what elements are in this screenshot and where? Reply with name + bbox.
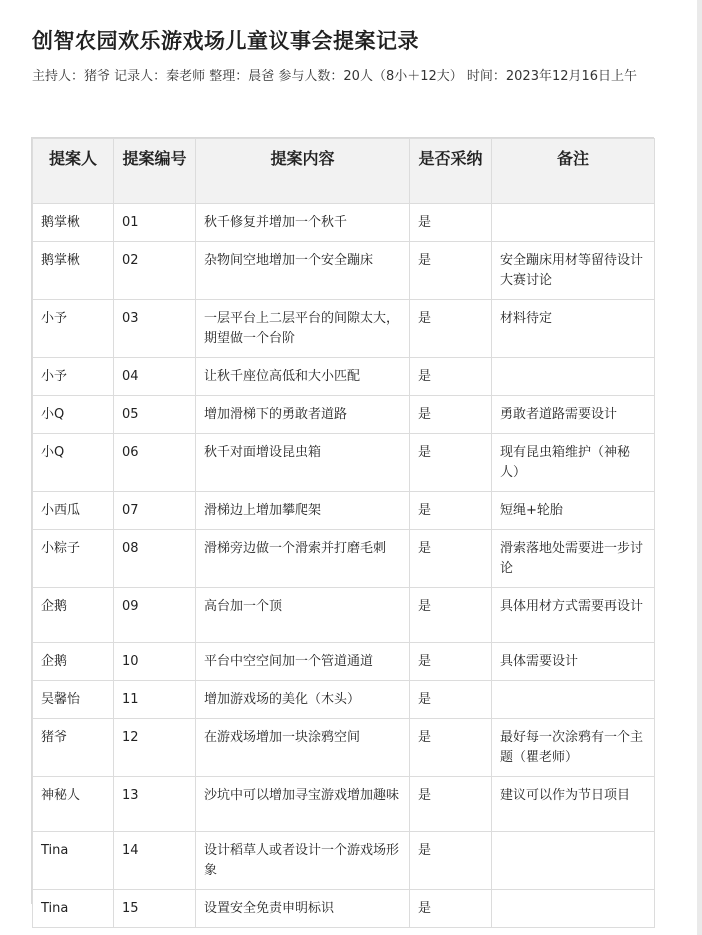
cell-proposer: 神秘人: [33, 777, 114, 832]
cell-proposer: 小Q: [33, 434, 114, 492]
table-row: [33, 719, 655, 777]
cell-proposer: 企鹅: [33, 588, 114, 643]
cell-adopted: 是: [410, 530, 492, 588]
table-row: [33, 396, 655, 434]
cell-adopted: 是: [410, 681, 492, 719]
cell-content: 增加游戏场的美化（木头）: [196, 681, 410, 719]
cell-proposer: 企鹅: [33, 643, 114, 681]
cell-proposer: Tina: [33, 832, 114, 890]
cell-content: 设计稻草人或者设计一个游戏场形象: [196, 832, 410, 890]
cell-adopted: 是: [410, 434, 492, 492]
cell-proposer: 吴馨怡: [33, 681, 114, 719]
cell-adopted: 是: [410, 396, 492, 434]
cell-content: 一层平台上二层平台的间隙太大，期望做一个台阶: [196, 300, 410, 358]
table-row: [33, 643, 655, 681]
table-header-row: [33, 139, 655, 204]
cell-adopted: 是: [410, 300, 492, 358]
cell-remarks: 具体用材方式需要再设计: [492, 588, 655, 643]
cell-number: 07: [114, 492, 196, 530]
cell-adopted: 是: [410, 777, 492, 832]
cell-adopted: 是: [410, 832, 492, 890]
cell-number: 12: [114, 719, 196, 777]
cell-proposer: 小粽子: [33, 530, 114, 588]
header-proposer: 提案人: [33, 139, 114, 204]
cell-number: 01: [114, 204, 196, 242]
cell-number: 13: [114, 777, 196, 832]
cell-remarks: 建议可以作为节日项目: [492, 777, 655, 832]
cell-content: 平台中空空间加一个管道通道: [196, 643, 410, 681]
cell-number: 15: [114, 890, 196, 928]
cell-content: 在游戏场增加一块涂鸦空间: [196, 719, 410, 777]
meeting-info: 主持人：猪爷 记录人：秦老师 整理：晨爸 参与人数：20人（8小＋12大） 时间：2023年12月16日上午: [32, 69, 638, 84]
cell-remarks: 现有昆虫箱维护（神秘人）: [492, 434, 655, 492]
cell-content: 沙坑中可以增加寻宝游戏增加趣味: [196, 777, 410, 832]
cell-adopted: 是: [410, 643, 492, 681]
cell-adopted: 是: [410, 588, 492, 643]
table-row: [33, 204, 655, 242]
cell-number: 08: [114, 530, 196, 588]
cell-proposer: 小西瓜: [33, 492, 114, 530]
cell-content: 滑梯旁边做一个滑索并打磨毛刺: [196, 530, 410, 588]
table-row: [33, 588, 655, 643]
cell-remarks: [492, 832, 655, 890]
cell-number: 05: [114, 396, 196, 434]
proposal-table-container: [31, 137, 654, 916]
header-proposal-number: 提案编号: [114, 139, 196, 204]
cell-remarks: [492, 204, 655, 242]
table-row: [33, 358, 655, 396]
cell-content: 秋千对面增设昆虫箱: [196, 434, 410, 492]
cell-adopted: 是: [410, 890, 492, 928]
cell-adopted: 是: [410, 204, 492, 242]
cell-content: 让秋千座位高低和大小匹配: [196, 358, 410, 396]
cell-proposer: 猪爷: [33, 719, 114, 777]
cell-proposer: Tina: [33, 890, 114, 928]
cell-remarks: 材料待定: [492, 300, 655, 358]
cell-number: 09: [114, 588, 196, 643]
header-proposal-content: 提案内容: [196, 139, 410, 204]
header-adopted: 是否采纳: [410, 139, 492, 204]
cell-remarks: 最好每一次涂鸦有一个主题（瞿老师）: [492, 719, 655, 777]
table-row: [33, 681, 655, 719]
cell-content: 秋千修复并增加一个秋千: [196, 204, 410, 242]
cell-remarks: 具体需要设计: [492, 643, 655, 681]
cell-remarks: 短绳+轮胎: [492, 492, 655, 530]
table-row: [33, 832, 655, 890]
table-row: [33, 530, 655, 588]
table-row: [33, 434, 655, 492]
cell-adopted: 是: [410, 242, 492, 300]
table-row: [33, 890, 655, 928]
cell-adopted: 是: [410, 358, 492, 396]
cell-number: 03: [114, 300, 196, 358]
cell-proposer: 小予: [33, 358, 114, 396]
cell-number: 10: [114, 643, 196, 681]
cell-number: 11: [114, 681, 196, 719]
cell-number: 06: [114, 434, 196, 492]
cell-content: 设置安全免责申明标识: [196, 890, 410, 928]
cell-proposer: 鹅掌楸: [33, 242, 114, 300]
table-row: [33, 492, 655, 530]
cell-remarks: 安全蹦床用材等留待设计大赛讨论: [492, 242, 655, 300]
cell-adopted: 是: [410, 719, 492, 777]
cell-content: 杂物间空地增加一个安全蹦床: [196, 242, 410, 300]
cell-proposer: 小Q: [33, 396, 114, 434]
cell-number: 04: [114, 358, 196, 396]
page-edge-shadow: [697, 0, 702, 935]
cell-proposer: 鹅掌楸: [33, 204, 114, 242]
header-remarks: 备注: [492, 139, 655, 204]
proposal-table: [32, 138, 655, 928]
cell-adopted: 是: [410, 492, 492, 530]
cell-remarks: [492, 890, 655, 928]
cell-remarks: 滑索落地处需要进一步讨论: [492, 530, 655, 588]
cell-content: 滑梯边上增加攀爬架: [196, 492, 410, 530]
cell-remarks: 勇敢者道路需要设计: [492, 396, 655, 434]
cell-remarks: [492, 681, 655, 719]
cell-number: 14: [114, 832, 196, 890]
document-title: 创智农园欢乐游戏场儿童议事会提案记录: [32, 29, 419, 53]
table-row: [33, 242, 655, 300]
cell-number: 02: [114, 242, 196, 300]
cell-content: 高台加一个顶: [196, 588, 410, 643]
table-row: [33, 300, 655, 358]
table-row: [33, 777, 655, 832]
cell-remarks: [492, 358, 655, 396]
cell-content: 增加滑梯下的勇敢者道路: [196, 396, 410, 434]
cell-proposer: 小予: [33, 300, 114, 358]
